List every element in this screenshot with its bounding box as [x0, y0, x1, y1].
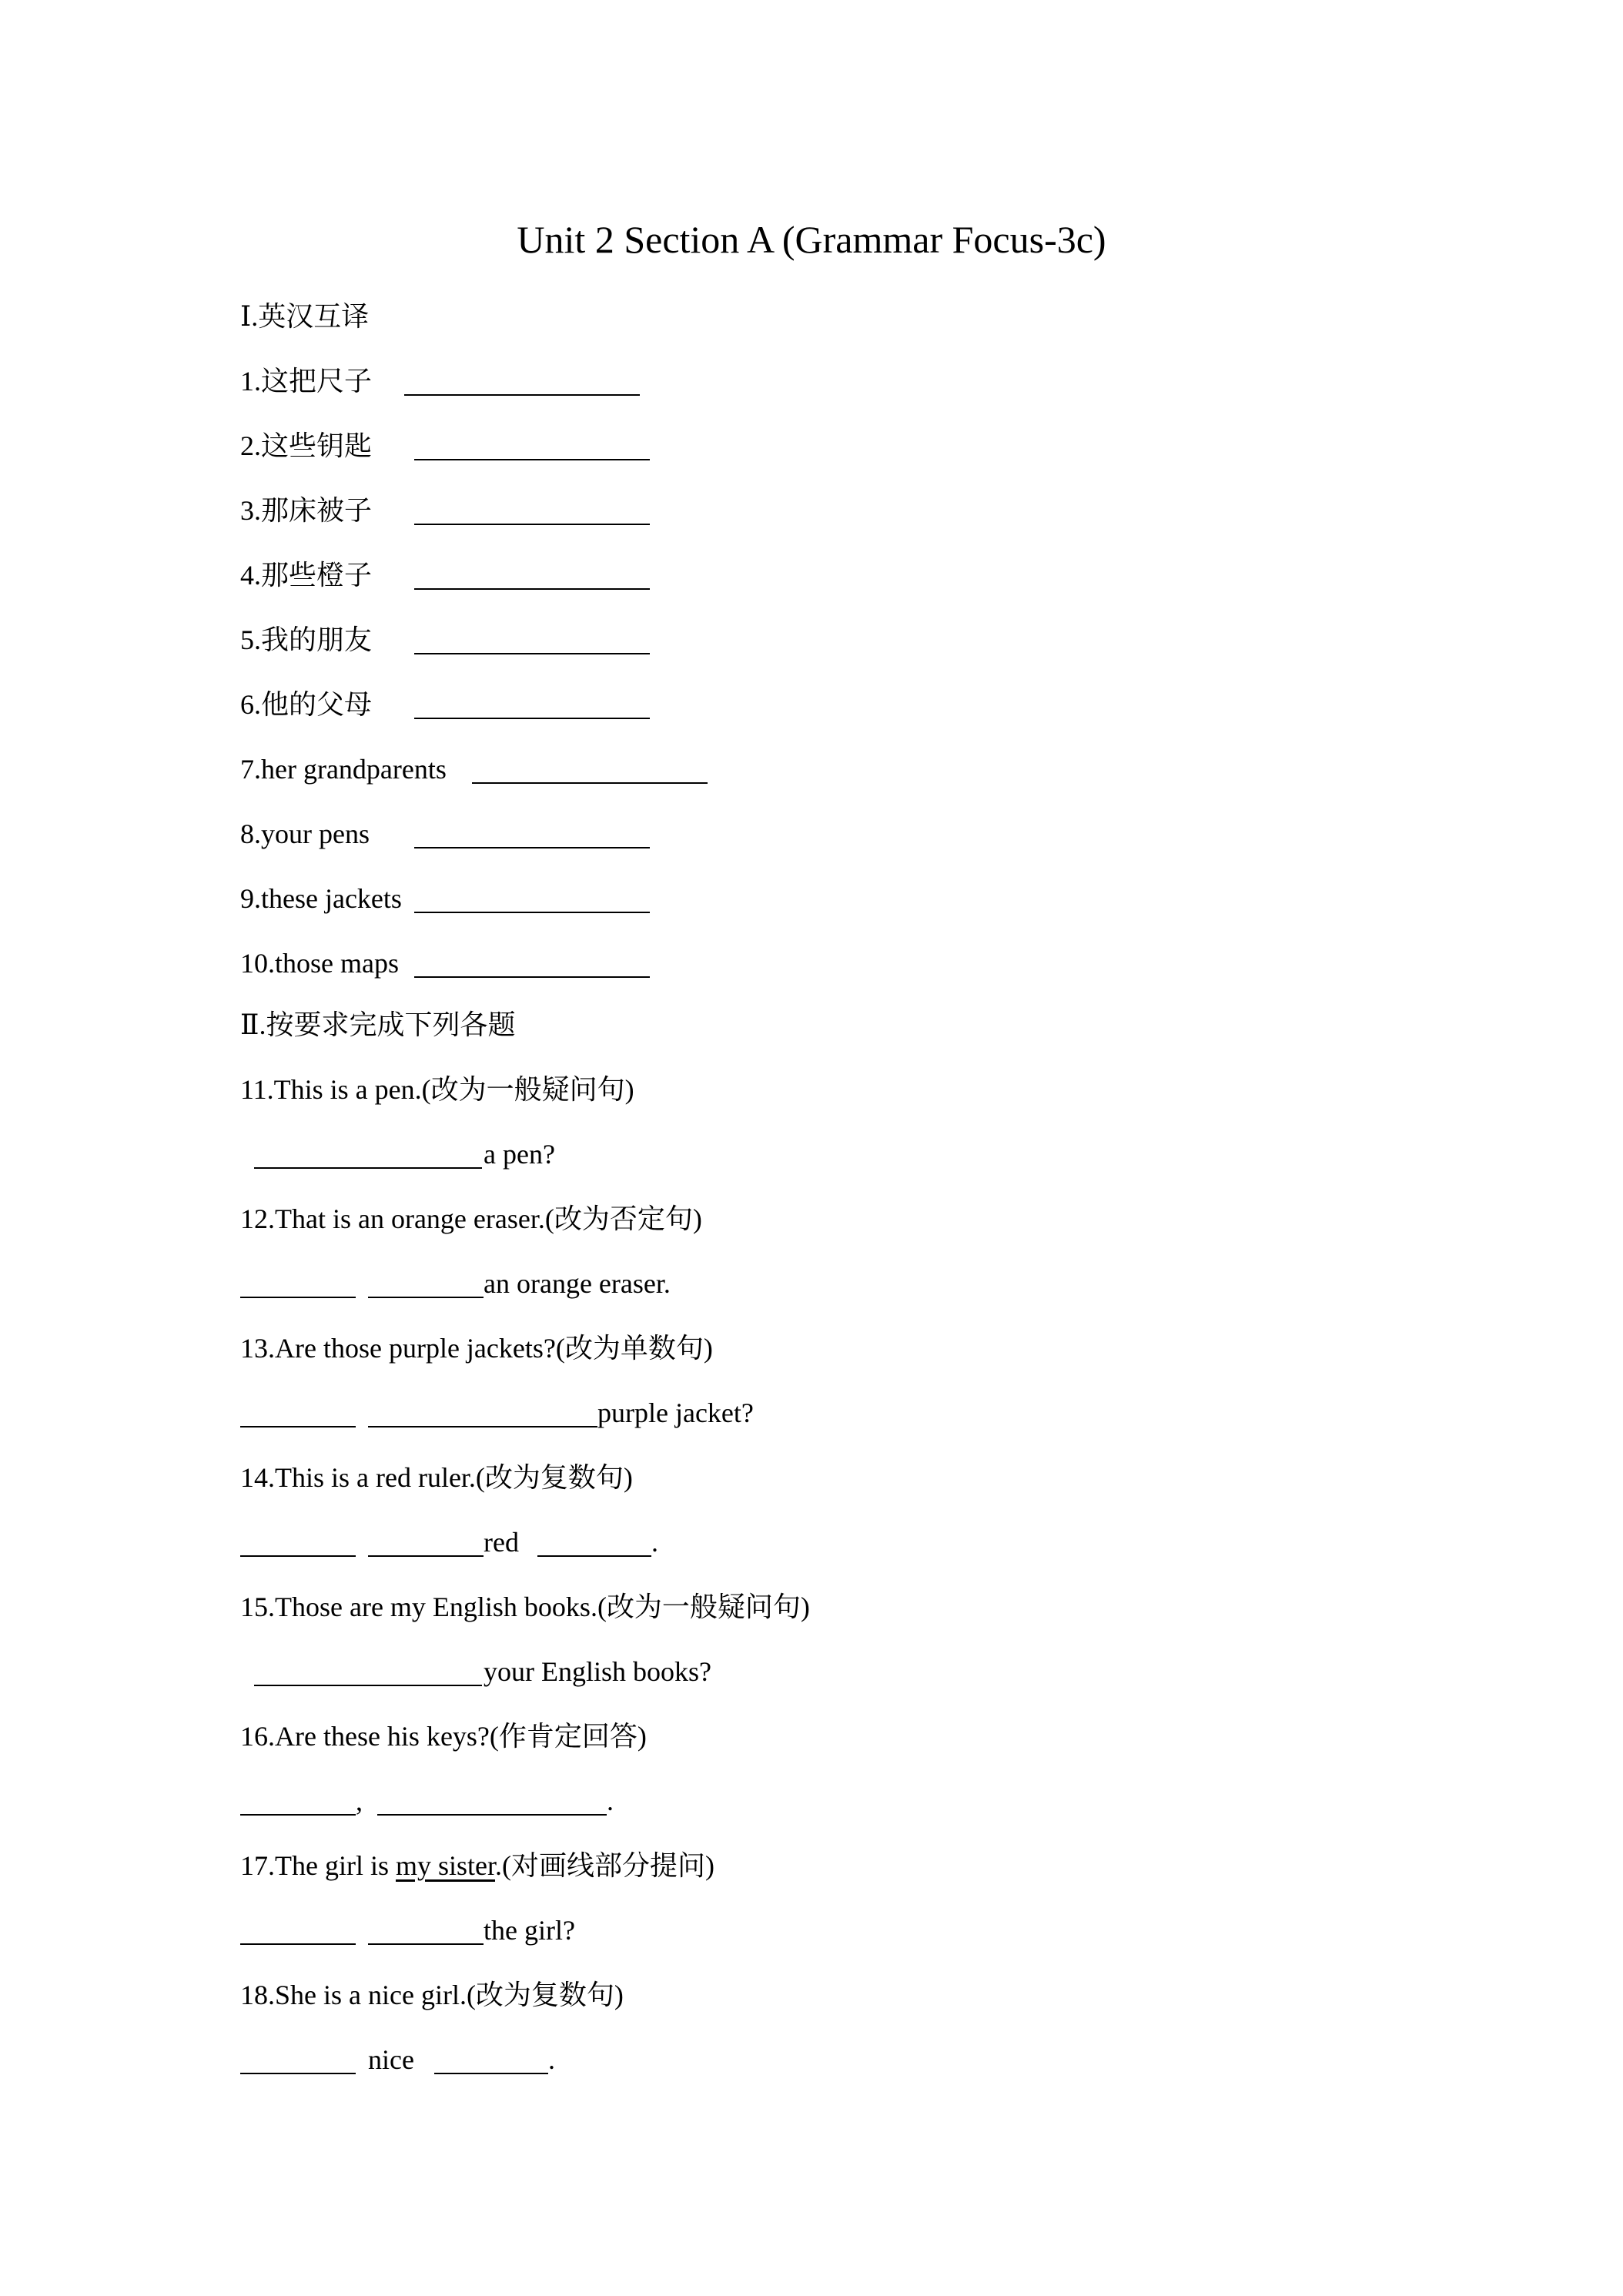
section-1-heading: Ⅰ.英汉互译 [240, 301, 370, 332]
answer-blank-2[interactable] [368, 1528, 484, 1557]
question-14-prompt: 14.This is a red ruler.(改为复数句) [240, 1462, 633, 1493]
translation-item-8 [240, 815, 370, 853]
question-11-prompt: 11.This is a pen.(改为一般疑问句) [240, 1074, 634, 1105]
answer-blank[interactable] [414, 690, 650, 719]
answer-blank[interactable] [404, 366, 640, 396]
underlined-phrase: my sister [395, 1850, 495, 1881]
item-text: 3.那床被子 [240, 495, 373, 526]
translation-item-3 [240, 491, 372, 530]
answer-blank[interactable] [414, 496, 650, 525]
item-text: 4.那些橙子 [240, 560, 373, 591]
question-13-prompt: 13.Are those purple jackets?(改为单数句) [240, 1333, 713, 1364]
translation-item-4 [240, 556, 372, 594]
question-12-prompt: 12.That is an orange eraser.(改为否定句) [240, 1203, 702, 1234]
question-16-prompt: 16.Are these his keys?(作肯定回答) [240, 1721, 647, 1752]
question-17-prompt [240, 1846, 714, 1885]
answer-blank[interactable] [414, 819, 650, 848]
section-2-heading: Ⅱ.按要求完成下列各题 [240, 1009, 516, 1040]
prompt-text: .(对画线部分提问) [495, 1850, 714, 1881]
answer-blank-2[interactable] [368, 1916, 484, 1945]
answer-blank-2[interactable] [368, 1398, 597, 1427]
translation-item-5 [240, 621, 372, 659]
answer-blank[interactable] [414, 561, 650, 590]
item-text: 10.those maps [240, 948, 399, 979]
translation-item-1 [240, 362, 372, 400]
page-title: Unit 2 Section A (Grammar Focus-3c) [517, 218, 1106, 261]
answer-end: . [607, 1786, 614, 1816]
answer-blank[interactable] [472, 755, 708, 784]
answer-blank-1[interactable] [240, 1528, 356, 1557]
item-text: 1.这把尺子 [240, 366, 373, 397]
answer-blank-1[interactable] [240, 2045, 356, 2074]
answer-blank-3[interactable] [537, 1528, 651, 1557]
translation-item-2 [240, 427, 372, 465]
answer-blank-1[interactable] [240, 1786, 356, 1816]
item-text: 2.这些钥匙 [240, 430, 373, 461]
answer-blank-1[interactable] [240, 1269, 356, 1298]
answer-blank-1[interactable] [240, 1916, 356, 1945]
question-18-prompt: 18.She is a nice girl.(改为复数句) [240, 1980, 624, 2010]
answer-blank[interactable] [414, 884, 650, 913]
prompt-text: 17.The girl is [240, 1850, 396, 1881]
item-text: 8.your pens [240, 818, 370, 849]
answer-blank[interactable] [254, 1140, 482, 1169]
item-text: 5.我的朋友 [240, 624, 373, 655]
answer-blank-2[interactable] [434, 2045, 548, 2074]
answer-text: your English books? [484, 1656, 711, 1687]
answer-end: . [651, 1527, 658, 1558]
question-15-prompt: 15.Those are my English books.(改为一般疑问句) [240, 1591, 810, 1622]
translation-item-7 [240, 750, 447, 788]
translation-item-9 [240, 879, 402, 918]
item-text: 6.他的父母 [240, 689, 373, 720]
answer-text: purple jacket? [597, 1397, 754, 1428]
item-text: 9.these jackets [240, 883, 402, 914]
answer-word: red [484, 1527, 519, 1558]
answer-blank[interactable] [254, 1657, 482, 1686]
answer-separator: , [356, 1786, 363, 1816]
answer-text: a pen? [484, 1139, 555, 1170]
answer-blank-2[interactable] [377, 1786, 607, 1816]
answer-end: . [548, 2044, 555, 2075]
translation-item-10 [240, 944, 399, 982]
answer-blank[interactable] [414, 431, 650, 460]
answer-blank-2[interactable] [368, 1269, 484, 1298]
answer-blank[interactable] [414, 625, 650, 654]
answer-word: nice [368, 2044, 414, 2075]
answer-blank-1[interactable] [240, 1398, 356, 1427]
answer-blank[interactable] [414, 949, 650, 978]
translation-item-6 [240, 685, 372, 724]
answer-text: an orange eraser. [484, 1268, 671, 1299]
item-text: 7.her grandparents [240, 754, 447, 785]
answer-text: the girl? [484, 1915, 575, 1946]
